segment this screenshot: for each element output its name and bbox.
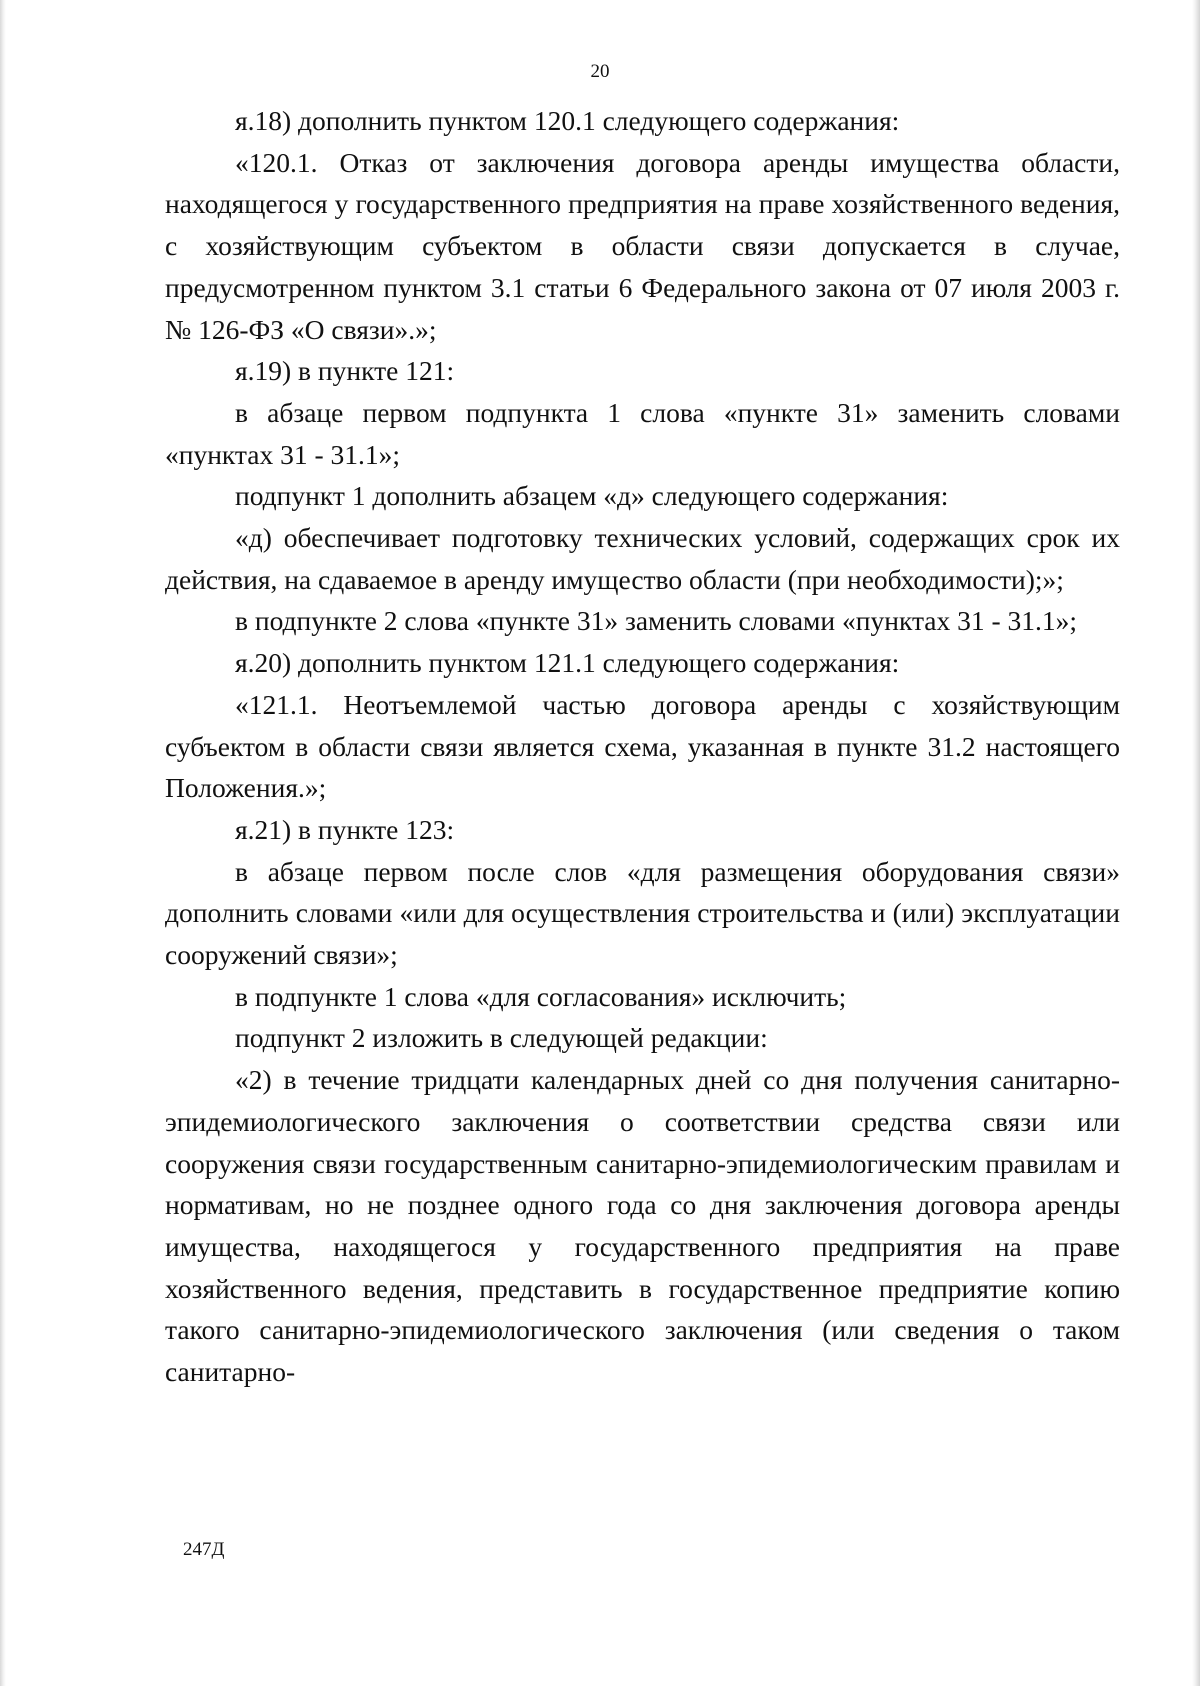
paragraph: подпункт 2 изложить в следующей редакции:	[235, 1022, 768, 1054]
paragraph: в подпункте 1 слова «для согласования» исключить;	[235, 980, 847, 1012]
paragraph: «120.1. Отказ от заключения договора аренды имущества области, находящегося у государственного предприятия на праве хозяйственного ведения, с хозяйствующим субъектом в области связи допускается в случае, предусмотренном пунктом 3.1 статьи 6 Федерального закона от 07 июля 2003 г. № 126-ФЗ «О связи».»;	[165, 146, 1120, 345]
document-body	[165, 100, 1120, 1393]
paragraph: я.21) в пункте 123:	[235, 813, 455, 845]
paragraph: я.19) в пункте 121:	[235, 355, 455, 387]
paragraph: я.18) дополнить пунктом 120.1 следующего содержания:	[235, 105, 900, 136]
paragraph: в абзаце первом подпункта 1 слова «пункте 31» заменить словами «пунктах 31 - 31.1»;	[165, 396, 1120, 470]
paragraph: в абзаце первом после слов «для размещения оборудования связи» дополнить словами «или для осуществления строительства и (или) эксплуатации сооружений связи»;	[165, 855, 1120, 971]
paragraph: подпункт 1 дополнить абзацем «д» следующего содержания:	[235, 480, 949, 512]
paragraph: я.20) дополнить пунктом 121.1 следующего содержания:	[235, 647, 900, 679]
scan-edge-right	[1192, 0, 1200, 1686]
paragraph: «2) в течение тридцати календарных дней со дня получения санитарно-эпидемиологического заключения о соответствии средства связи или сооружения связи государственным санитарно-эпидемиологическим правилам и нормативам, но не позднее одного года со дня заключения договора аренды имущества, находящегося у государственного предприятия на праве хозяйственного ведения, представить в государственное предприятие копию такого санитарно-эпидемиологического заключения (или сведения о таком санитарно-	[165, 1064, 1120, 1388]
document-code: 247Д	[183, 1539, 225, 1560]
scan-edge-left	[0, 0, 6, 1686]
paragraph: «д) обеспечивает подготовку технических условий, содержащих срок их действия, на сдаваемое в аренду имущество области (при необходимости);»;	[165, 522, 1120, 595]
paragraph: в подпункте 2 слова «пункте 31» заменить словами «пунктах 31 - 31.1»;	[235, 605, 1078, 637]
paragraph: «121.1. Неотъемлемой частью договора аренды с хозяйствующим субъектом в области связи является схема, указанная в пункте 31.2 настоящего Положения.»;	[165, 688, 1120, 804]
page-number: 20	[590, 61, 610, 82]
